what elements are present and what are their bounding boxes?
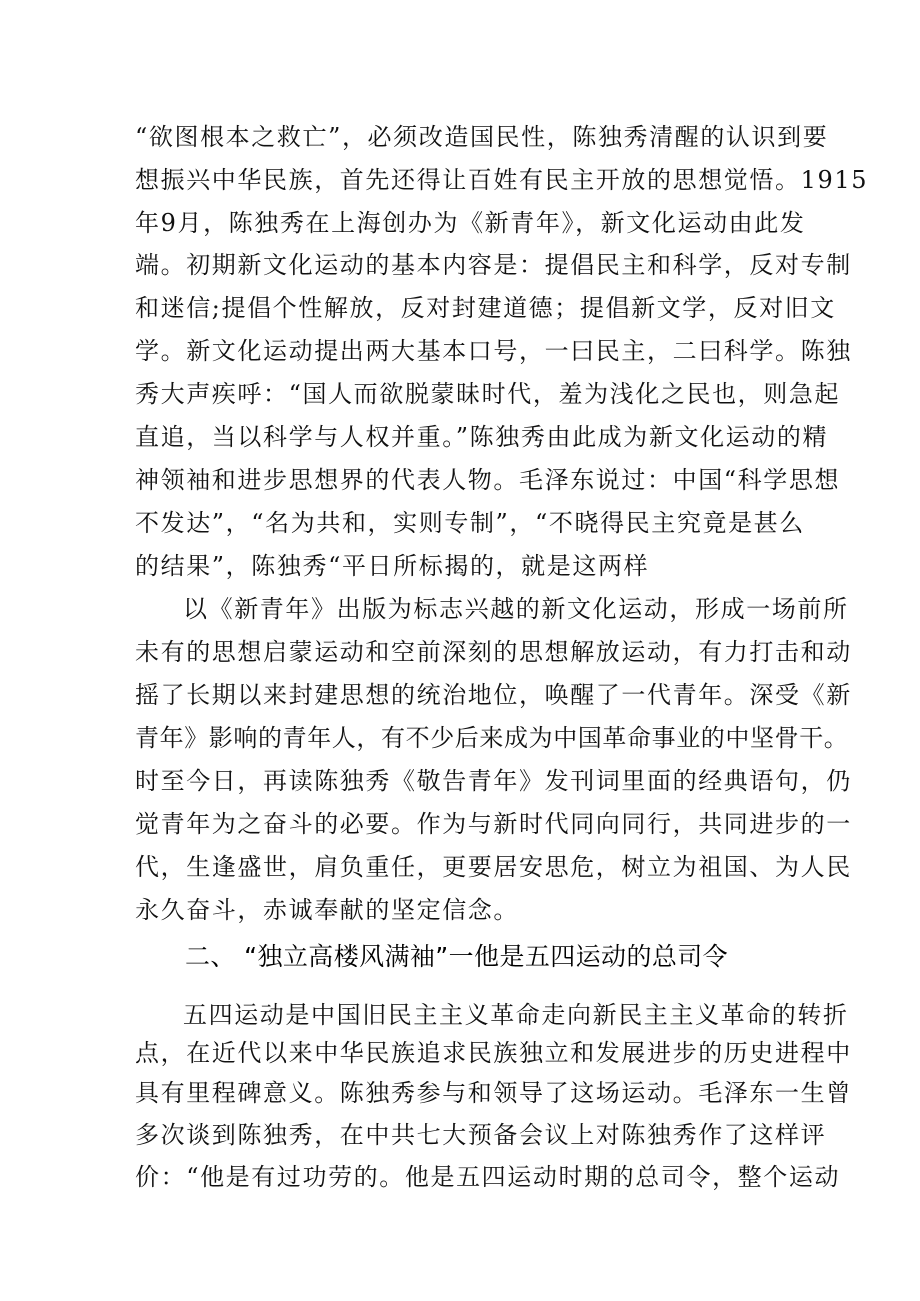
paragraph-3-line-1: 五四运动是中国旧民主主义革命走向新民主主义革命的转折 (183, 1001, 849, 1029)
paragraph-2-line-6: 觉青年为之奋斗的必要。作为与新时代同向同行，共同进步的一 (135, 810, 852, 838)
paragraph-1-line-4: 端。初期新文化运动的基本内容是：提倡民主和科学，反对专制 (135, 251, 852, 279)
paragraph-2-line-2: 未有的思想启蒙运动和空前深刻的思想解放运动，有力打击和动 (135, 638, 852, 666)
paragraph-1-line-7: 秀大声疾呼：“国人而欲脱蒙昧时代，羞为浅化之民也，则急起 (135, 380, 841, 408)
paragraph-3-line-4: 多次谈到陈独秀，在中共七大预备会议上对陈独秀作了这样评 (135, 1121, 827, 1149)
paragraph-1-line-5: 和迷信;提倡个性解放，反对封建道德；提倡新文学，反对旧文 (135, 294, 836, 322)
paragraph-2-line-4: 青年》影响的青年人，有不少后来成为中国革命事业的中坚骨干。 (135, 724, 849, 752)
paragraph-1-line-6: 学。新文化运动提出两大基本口号，一曰民主，二曰科学。陈独 (135, 337, 852, 365)
paragraph-1-line-10: 不发达”，“名为共和，实则专制”，“不晓得民主究竟是甚么 (135, 509, 805, 537)
paragraph-1-line-2: 想振兴中华民族，首先还得让百姓有民主开放的思想觉悟。1915 (135, 166, 869, 194)
paragraph-2-line-3: 摇了长期以来封建思想的统治地位，唤醒了一代青年。深受《新 (135, 681, 852, 709)
section-heading: 二、 “独立高楼风满袖”一他是五四运动的总司令 (185, 942, 729, 971)
paragraph-2-line-1: 以《新青年》出版为标志兴越的新文化运动，形成一场前所 (183, 595, 849, 623)
paragraph-3-line-3: 具有里程碑意义。陈独秀参与和领导了这场运动。毛泽东一生曾 (135, 1079, 852, 1107)
paragraph-2-line-5: 时至今日，再读陈独秀《敬告青年》发刊词里面的经典语句，仍 (135, 767, 852, 795)
paragraph-1-line-1: “欲图根本之救亡”，必须改造国民性，陈独秀清醒的认识到要 (135, 123, 829, 151)
paragraph-1-line-8: 直追，当以科学与人权并重。”陈独秀由此成为新文化运动的精 (135, 423, 829, 451)
paragraph-2-line-7: 代，生逢盛世，肩负重任，更要居安思危，树立为祖国、为人民 (135, 853, 852, 881)
paragraph-2-line-8: 永久奋斗，赤诚奉献的坚定信念。 (135, 896, 519, 924)
paragraph-1-line-9: 神领袖和进步思想界的代表人物。毛泽东说过：中国“科学思想 (135, 466, 841, 494)
paragraph-1-line-11: 的结果”，陈独秀“平日所标揭的，就是这两样 (135, 552, 650, 580)
paragraph-1-line-3: 年9月，陈独秀在上海创办为《新青年》，新文化运动由此发 (135, 209, 806, 237)
paragraph-3-line-5: 价：“他是有过功劳的。他是五四运动时期的总司令，整个运动 (135, 1163, 841, 1191)
paragraph-3-line-2: 点，在近代以来中华民族追求民族独立和发展进步的历史进程中 (135, 1039, 852, 1067)
